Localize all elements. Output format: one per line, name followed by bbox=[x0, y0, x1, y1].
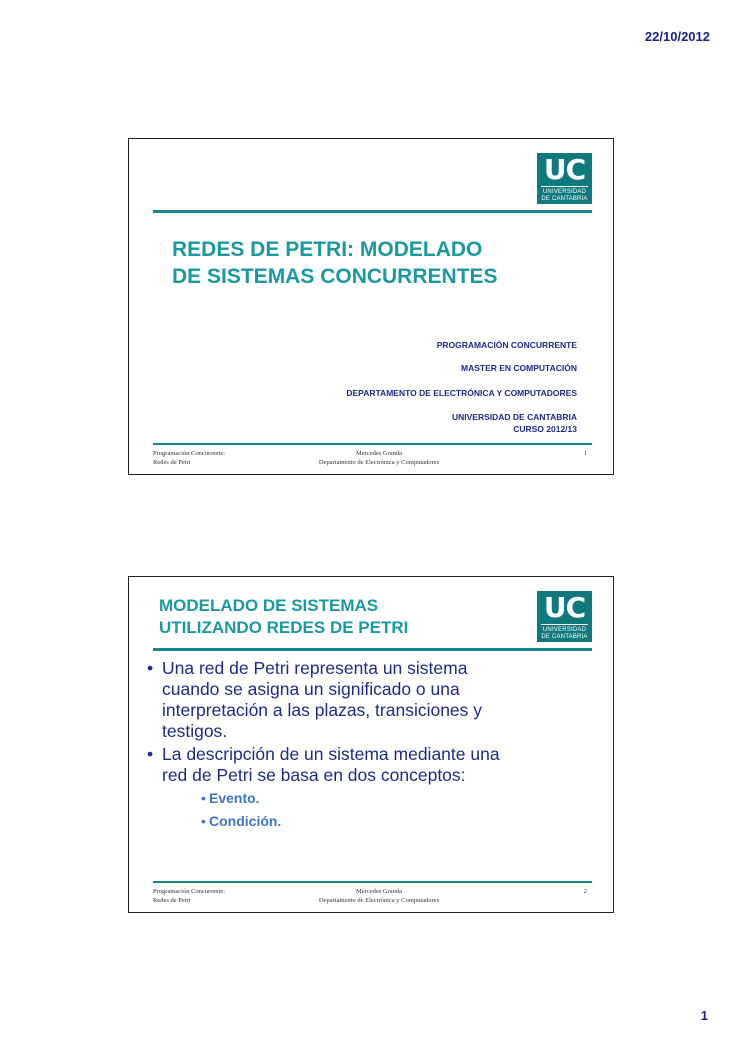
logo-divider bbox=[541, 186, 588, 187]
footer-author: Mercedes Granda bbox=[355, 450, 403, 457]
info-department: DEPARTAMENTO DE ELECTRÓNICA Y COMPUTADORES bbox=[346, 388, 577, 398]
footer-left-line2: Redes de Petri bbox=[153, 897, 191, 904]
bullet-line: interpretación a las plazas, transiciones y bbox=[162, 700, 483, 720]
info-university: UNIVERSIDAD DE CANTABRIA bbox=[452, 412, 577, 422]
info-year: CURSO 2012/13 bbox=[513, 424, 577, 434]
sub-bullet-item bbox=[147, 811, 587, 832]
slide-2-title bbox=[159, 595, 479, 639]
slide-1-title-line: REDES DE PETRI: MODELADO bbox=[172, 238, 483, 261]
sub-bullet-item bbox=[147, 788, 587, 809]
bullet-line: La descripción de un sistema mediante una bbox=[162, 744, 500, 764]
footer-department: Departamento de Electrónica y Computadores bbox=[318, 897, 440, 904]
logo-mark: UC bbox=[543, 591, 586, 624]
sub-bullet-dot: • bbox=[201, 813, 206, 829]
sub-bullet-text: Condición. bbox=[209, 813, 282, 829]
logo-divider bbox=[541, 624, 588, 625]
slide-1-title bbox=[172, 236, 572, 290]
slide-number: 1 bbox=[583, 450, 587, 457]
slide-number: 2 bbox=[583, 888, 587, 895]
logo-text-line2: DE CANTABRIA bbox=[541, 196, 588, 202]
title-rule bbox=[153, 648, 592, 651]
slide-2-title-line: UTILIZANDO REDES DE PETRI bbox=[159, 618, 409, 637]
info-course: PROGRAMACIÓN CONCURRENTE bbox=[436, 340, 577, 350]
bullet-line: Una red de Petri representa un sistema bbox=[162, 658, 468, 678]
slide-1 bbox=[128, 138, 614, 475]
page-date: 22/10/2012 bbox=[644, 29, 710, 44]
sub-bullet-text: Evento. bbox=[209, 790, 260, 806]
logo-text-line1: UNIVERSIDAD bbox=[542, 189, 587, 195]
bullet-line: cuando se asigna un significado o una bbox=[162, 679, 460, 699]
logo-text-line2: DE CANTABRIA bbox=[541, 634, 588, 640]
uc-logo bbox=[537, 153, 592, 204]
bullet-dot: • bbox=[147, 658, 154, 678]
footer-author: Mercedes Granda bbox=[355, 888, 403, 895]
bullet-line: testigos. bbox=[162, 721, 228, 741]
sub-bullet-dot: • bbox=[201, 790, 206, 806]
logo-mark: UC bbox=[543, 153, 586, 186]
uc-logo bbox=[537, 591, 592, 642]
slide-2 bbox=[128, 576, 614, 913]
footer-rule bbox=[153, 881, 592, 883]
bullet-list bbox=[147, 658, 587, 832]
footer-left-line1: Programación Concurrente: bbox=[153, 450, 226, 457]
footer-left-line2: Redes de Petri bbox=[153, 459, 191, 466]
page-number: 1 bbox=[700, 1008, 708, 1023]
slide-2-title-line: MODELADO DE SISTEMAS bbox=[159, 596, 379, 615]
bullet-dot: • bbox=[147, 744, 154, 764]
logo-text-line1: UNIVERSIDAD bbox=[542, 627, 587, 633]
bullet-item bbox=[147, 744, 587, 786]
footer-department: Departamento de Electrónica y Computadores bbox=[318, 459, 440, 466]
info-master: MASTER EN COMPUTACIÓN bbox=[460, 363, 577, 373]
footer-rule bbox=[153, 443, 592, 445]
bullet-line: red de Petri se basa en dos conceptos: bbox=[162, 765, 466, 785]
slide-1-title-line: DE SISTEMAS CONCURRENTES bbox=[172, 265, 498, 288]
bullet-item bbox=[147, 658, 587, 742]
footer-left-line1: Programación Concurrente: bbox=[153, 888, 226, 895]
title-rule bbox=[153, 210, 592, 213]
